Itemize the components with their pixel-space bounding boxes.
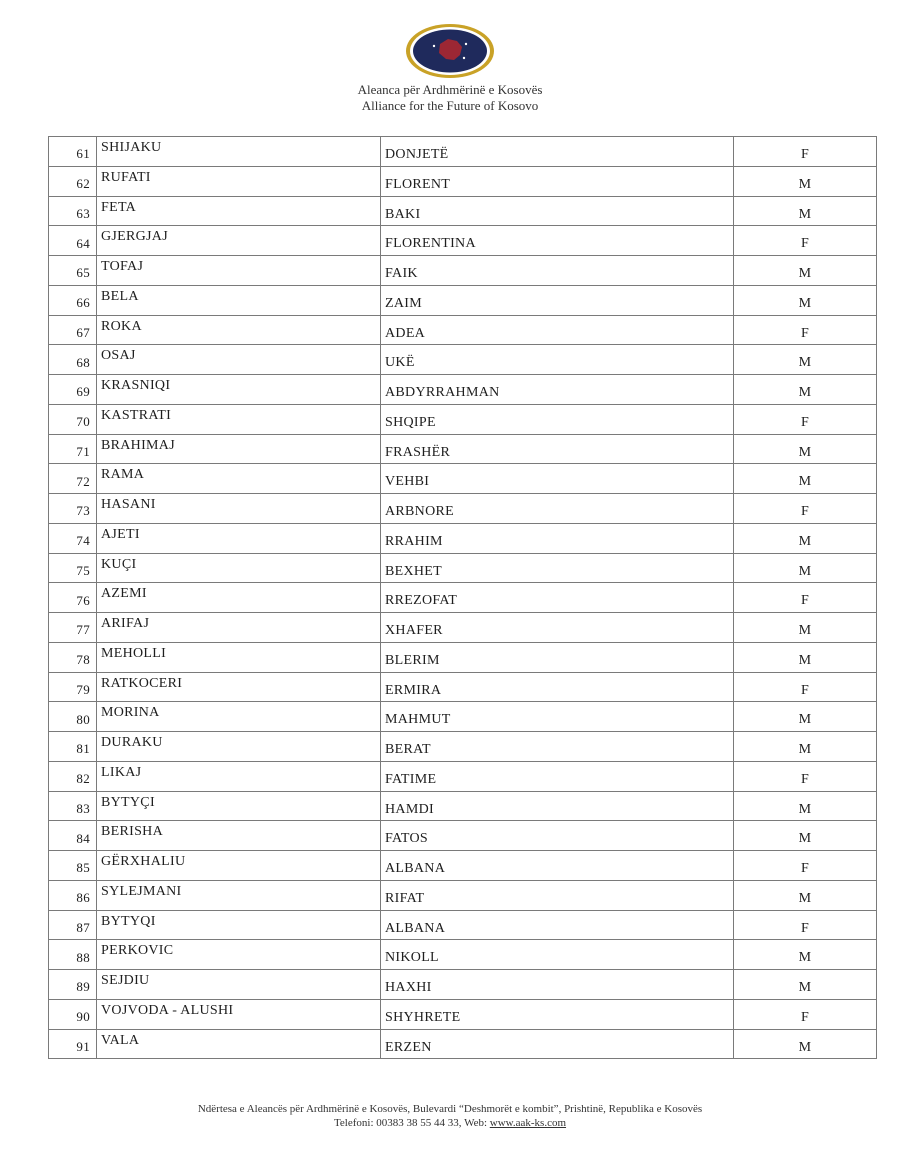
- surname-cell: TOFAJ: [97, 256, 381, 286]
- row-number: 81: [49, 732, 97, 762]
- first-name-cell: RRAHIM: [381, 523, 734, 553]
- first-name-cell: BAKI: [381, 196, 734, 226]
- first-name-cell: SHYHRETE: [381, 999, 734, 1029]
- table-row: [49, 375, 877, 405]
- first-name-cell: HAMDI: [381, 791, 734, 821]
- footer: [0, 1102, 900, 1130]
- gender-cell: M: [734, 196, 877, 226]
- row-number: 76: [49, 583, 97, 613]
- surname-cell: MEHOLLI: [97, 642, 381, 672]
- party-logo-icon: [404, 22, 496, 80]
- surname-cell: GËRXHALIU: [97, 851, 381, 881]
- row-number: 83: [49, 791, 97, 821]
- first-name-cell: SHQIPE: [381, 404, 734, 434]
- first-name-cell: BLERIM: [381, 642, 734, 672]
- gender-cell: M: [734, 791, 877, 821]
- gender-cell: M: [734, 642, 877, 672]
- surname-cell: VALA: [97, 1029, 381, 1059]
- gender-cell: F: [734, 583, 877, 613]
- surname-cell: AZEMI: [97, 583, 381, 613]
- row-number: 72: [49, 464, 97, 494]
- first-name-cell: FLORENT: [381, 166, 734, 196]
- gender-cell: M: [734, 702, 877, 732]
- row-number: 91: [49, 1029, 97, 1059]
- org-name-albanian: Aleanca për Ardhmërinë e Kosovës: [357, 82, 543, 97]
- surname-cell: BRAHIMAJ: [97, 434, 381, 464]
- table-row: [49, 166, 877, 196]
- table-row: [49, 910, 877, 940]
- first-name-cell: BEXHET: [381, 553, 734, 583]
- table-row: [49, 464, 877, 494]
- surname-cell: FETA: [97, 196, 381, 226]
- table-row: [49, 226, 877, 256]
- row-number: 80: [49, 702, 97, 732]
- first-name-cell: FRASHËR: [381, 434, 734, 464]
- gender-cell: F: [734, 672, 877, 702]
- row-number: 75: [49, 553, 97, 583]
- table-row: [49, 434, 877, 464]
- row-number: 61: [49, 137, 97, 167]
- row-number: 88: [49, 940, 97, 970]
- row-number: 68: [49, 345, 97, 375]
- table-row: [49, 285, 877, 315]
- first-name-cell: FAIK: [381, 256, 734, 286]
- gender-cell: M: [734, 613, 877, 643]
- surname-cell: BERISHA: [97, 821, 381, 851]
- row-number: 78: [49, 642, 97, 672]
- candidate-table-body: [49, 137, 877, 1059]
- first-name-cell: ALBANA: [381, 851, 734, 881]
- table-row: [49, 999, 877, 1029]
- first-name-cell: BERAT: [381, 732, 734, 762]
- surname-cell: DURAKU: [97, 732, 381, 762]
- first-name-cell: MAHMUT: [381, 702, 734, 732]
- surname-cell: KRASNIQI: [97, 375, 381, 405]
- first-name-cell: ZAIM: [381, 285, 734, 315]
- first-name-cell: FLORENTINA: [381, 226, 734, 256]
- table-row: [49, 137, 877, 167]
- gender-cell: F: [734, 494, 877, 524]
- gender-cell: M: [734, 1029, 877, 1059]
- surname-cell: BYTYÇI: [97, 791, 381, 821]
- first-name-cell: ARBNORE: [381, 494, 734, 524]
- row-number: 82: [49, 761, 97, 791]
- table-row: [49, 702, 877, 732]
- gender-cell: M: [734, 375, 877, 405]
- row-number: 87: [49, 910, 97, 940]
- org-name-english: Alliance for the Future of Kosovo: [361, 98, 539, 113]
- row-number: 86: [49, 880, 97, 910]
- surname-cell: GJERGJAJ: [97, 226, 381, 256]
- surname-cell: KUÇI: [97, 553, 381, 583]
- footer-contact: [0, 1116, 900, 1130]
- gender-cell: F: [734, 404, 877, 434]
- row-number: 67: [49, 315, 97, 345]
- surname-cell: PERKOVIC: [97, 940, 381, 970]
- surname-cell: AJETI: [97, 523, 381, 553]
- first-name-cell: DONJETË: [381, 137, 734, 167]
- surname-cell: RAMA: [97, 464, 381, 494]
- row-number: 73: [49, 494, 97, 524]
- first-name-cell: ERZEN: [381, 1029, 734, 1059]
- first-name-cell: FATIME: [381, 761, 734, 791]
- surname-cell: SEJDIU: [97, 970, 381, 1000]
- surname-cell: SHIJAKU: [97, 137, 381, 167]
- table-row: [49, 583, 877, 613]
- surname-cell: BYTYQI: [97, 910, 381, 940]
- table-row: [49, 523, 877, 553]
- first-name-cell: VEHBI: [381, 464, 734, 494]
- table-row: [49, 821, 877, 851]
- row-number: 63: [49, 196, 97, 226]
- website-link[interactable]: www.aak-ks.com: [489, 1117, 567, 1129]
- table-row: [49, 613, 877, 643]
- gender-cell: F: [734, 226, 877, 256]
- first-name-cell: ERMIRA: [381, 672, 734, 702]
- surname-cell: MORINA: [97, 702, 381, 732]
- table-row: [49, 940, 877, 970]
- gender-cell: M: [734, 256, 877, 286]
- first-name-cell: ADEA: [381, 315, 734, 345]
- gender-cell: M: [734, 345, 877, 375]
- row-number: 64: [49, 226, 97, 256]
- table-row: [49, 761, 877, 791]
- gender-cell: M: [734, 880, 877, 910]
- surname-cell: HASANI: [97, 494, 381, 524]
- first-name-cell: FATOS: [381, 821, 734, 851]
- surname-cell: BELA: [97, 285, 381, 315]
- gender-cell: F: [734, 851, 877, 881]
- gender-cell: M: [734, 940, 877, 970]
- footer-address: Ndërtesa e Aleancës për Ardhmërinë e Kosovës, Bulevardi “Deshmorët e kombit”, Prishtinë, Republika e Kosovës: [197, 1103, 703, 1115]
- surname-cell: KASTRATI: [97, 404, 381, 434]
- row-number: 74: [49, 523, 97, 553]
- table-row: [49, 851, 877, 881]
- table-row: [49, 256, 877, 286]
- gender-cell: M: [734, 732, 877, 762]
- gender-cell: M: [734, 523, 877, 553]
- surname-cell: RATKOCERI: [97, 672, 381, 702]
- row-number: 71: [49, 434, 97, 464]
- table-row: [49, 642, 877, 672]
- row-number: 77: [49, 613, 97, 643]
- row-number: 89: [49, 970, 97, 1000]
- surname-cell: ROKA: [97, 315, 381, 345]
- first-name-cell: ABDYRRAHMAN: [381, 375, 734, 405]
- gender-cell: M: [734, 434, 877, 464]
- row-number: 84: [49, 821, 97, 851]
- gender-cell: M: [734, 821, 877, 851]
- table-row: [49, 791, 877, 821]
- first-name-cell: UKË: [381, 345, 734, 375]
- gender-cell: F: [734, 910, 877, 940]
- gender-cell: F: [734, 137, 877, 167]
- surname-cell: OSAJ: [97, 345, 381, 375]
- table-row: [49, 494, 877, 524]
- row-number: 66: [49, 285, 97, 315]
- letterhead: [0, 22, 900, 114]
- first-name-cell: ALBANA: [381, 910, 734, 940]
- row-number: 79: [49, 672, 97, 702]
- surname-cell: ARIFAJ: [97, 613, 381, 643]
- gender-cell: M: [734, 464, 877, 494]
- gender-cell: M: [734, 285, 877, 315]
- row-number: 62: [49, 166, 97, 196]
- row-number: 85: [49, 851, 97, 881]
- gender-cell: M: [734, 553, 877, 583]
- first-name-cell: RIFAT: [381, 880, 734, 910]
- surname-cell: LIKAJ: [97, 761, 381, 791]
- first-name-cell: NIKOLL: [381, 940, 734, 970]
- first-name-cell: RREZOFAT: [381, 583, 734, 613]
- table-row: [49, 404, 877, 434]
- gender-cell: M: [734, 166, 877, 196]
- table-row: [49, 970, 877, 1000]
- surname-cell: VOJVODA - ALUSHI: [97, 999, 381, 1029]
- row-number: 90: [49, 999, 97, 1029]
- gender-cell: F: [734, 999, 877, 1029]
- candidate-table: [48, 136, 877, 1059]
- surname-cell: SYLEJMANI: [97, 880, 381, 910]
- first-name-cell: HAXHI: [381, 970, 734, 1000]
- surname-cell: RUFATI: [97, 166, 381, 196]
- first-name-cell: XHAFER: [381, 613, 734, 643]
- row-number: 65: [49, 256, 97, 286]
- table-row: [49, 732, 877, 762]
- table-row: [49, 315, 877, 345]
- row-number: 69: [49, 375, 97, 405]
- table-row: [49, 1029, 877, 1059]
- gender-cell: F: [734, 315, 877, 345]
- gender-cell: F: [734, 761, 877, 791]
- footer-phone: Telefoni: 00383 38 55 44 33, Web:: [333, 1117, 490, 1129]
- table-row: [49, 553, 877, 583]
- row-number: 70: [49, 404, 97, 434]
- table-row: [49, 345, 877, 375]
- table-row: [49, 196, 877, 226]
- table-row: [49, 880, 877, 910]
- gender-cell: M: [734, 970, 877, 1000]
- table-row: [49, 672, 877, 702]
